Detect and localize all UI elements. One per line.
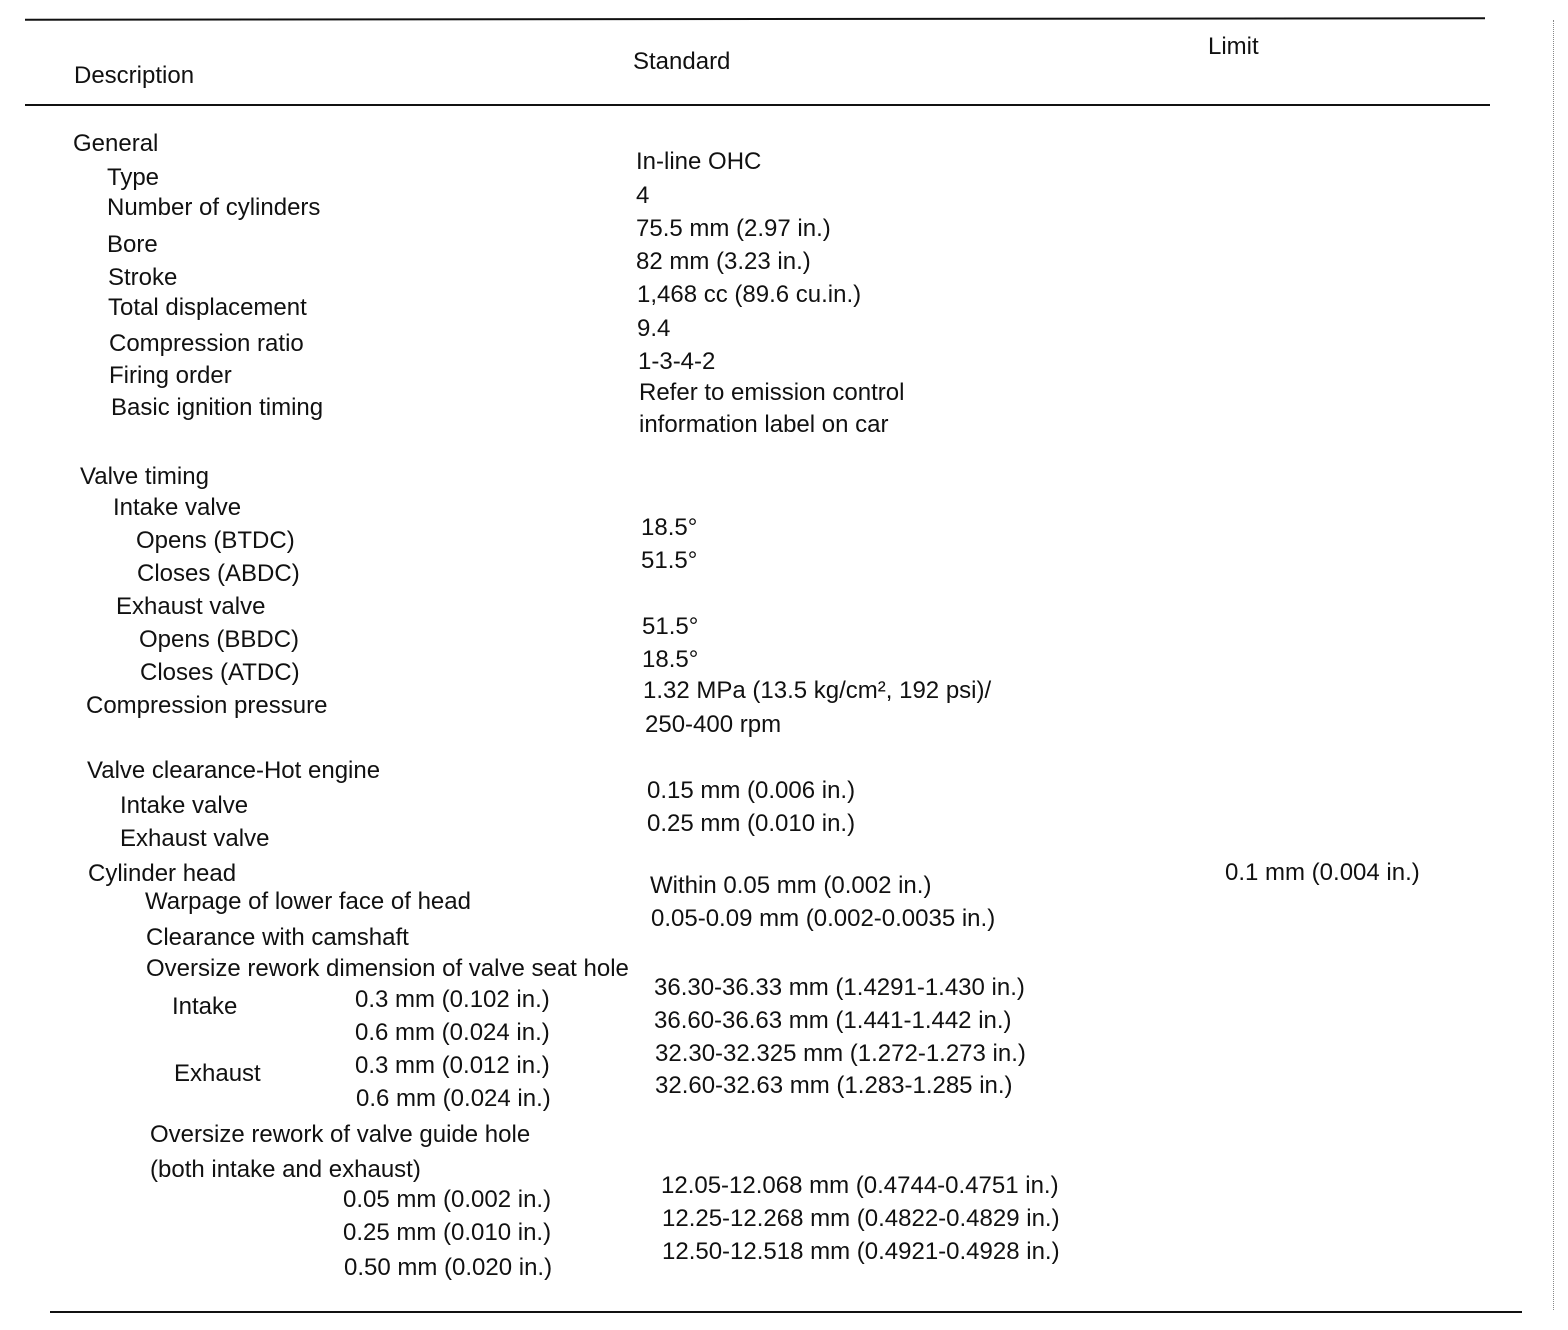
row-label: Type — [107, 164, 160, 191]
row-standard: 0.15 mm (0.006 in.) — [647, 777, 856, 804]
row-standard: 12.25-12.268 mm (0.4822-0.4829 in.) — [662, 1205, 1060, 1232]
row-standard: 51.5° — [641, 547, 698, 574]
row-standard: Refer to emission control — [639, 379, 905, 406]
row-label: Warpage of lower face of head — [145, 888, 471, 915]
row-standard: 0.05-0.09 mm (0.002-0.0035 in.) — [651, 905, 996, 932]
row-label: Compression pressure — [86, 692, 328, 719]
row-standard-continued: 250-400 rpm — [645, 711, 782, 738]
oversize-value: 0.3 mm (0.012 in.) — [355, 1052, 550, 1079]
row-label: Number of cylinders — [107, 194, 321, 221]
column-header-limit: Limit — [1208, 33, 1259, 60]
row-label: Opens (BTDC) — [136, 527, 295, 554]
row-standard: In-line OHC — [636, 148, 762, 175]
subsection-label: Oversize rework of valve guide hole — [150, 1121, 531, 1148]
subsection-label: Oversize rework dimension of valve seat hole — [146, 955, 629, 982]
header-rule — [25, 104, 1490, 106]
oversize-value: 0.6 mm (0.024 in.) — [356, 1085, 551, 1112]
row-standard: 4 — [636, 182, 650, 209]
oversize-value: 0.50 mm (0.020 in.) — [344, 1254, 553, 1281]
row-standard: 75.5 mm (2.97 in.) — [636, 215, 831, 242]
row-label: Stroke — [108, 264, 178, 291]
subsection-label: Exhaust valve — [116, 593, 266, 620]
row-label: Clearance with camshaft — [146, 924, 409, 951]
bottom-rule — [50, 1311, 1522, 1313]
row-standard: 36.60-36.63 mm (1.441-1.442 in.) — [654, 1007, 1012, 1034]
row-standard-continued: information label on car — [639, 411, 889, 438]
row-standard: 82 mm (3.23 in.) — [636, 248, 811, 275]
oversize-value: 0.3 mm (0.102 in.) — [355, 986, 550, 1013]
row-standard: 12.50-12.518 mm (0.4921-0.4928 in.) — [662, 1238, 1060, 1265]
group-label-intake: Intake — [172, 993, 238, 1020]
row-label: Basic ignition timing — [111, 394, 324, 421]
section-general: General — [73, 130, 159, 157]
row-standard: 1.32 MPa (13.5 kg/cm², 192 psi)/ — [643, 677, 992, 704]
row-label: Bore — [107, 231, 158, 258]
oversize-value: 0.05 mm (0.002 in.) — [343, 1186, 552, 1213]
row-label: Exhaust valve — [120, 825, 270, 852]
section-valve-timing: Valve timing — [80, 463, 209, 490]
page-edge-dots — [1553, 20, 1554, 1310]
row-standard: 18.5° — [641, 514, 698, 541]
subsection-label-continued: (both intake and exhaust) — [150, 1156, 421, 1183]
row-label: Closes (ABDC) — [137, 560, 300, 587]
column-header-description: Description — [74, 62, 195, 89]
row-label: Total displacement — [108, 294, 307, 321]
row-standard: 18.5° — [642, 646, 699, 673]
row-standard: 0.25 mm (0.010 in.) — [647, 810, 856, 837]
row-standard: 12.05-12.068 mm (0.4744-0.4751 in.) — [661, 1172, 1059, 1199]
section-valve-clearance: Valve clearance-Hot engine — [87, 757, 381, 784]
row-standard: 1-3-4-2 — [638, 348, 716, 375]
group-label-exhaust: Exhaust — [174, 1060, 261, 1087]
row-standard: 9.4 — [637, 315, 671, 342]
row-standard: 36.30-36.33 mm (1.4291-1.430 in.) — [654, 974, 1025, 1001]
top-rule — [25, 17, 1485, 21]
row-label: Compression ratio — [109, 330, 304, 357]
row-standard: 32.60-32.63 mm (1.283-1.285 in.) — [655, 1072, 1013, 1099]
row-limit: 0.1 mm (0.004 in.) — [1225, 859, 1420, 886]
row-standard: 51.5° — [642, 613, 699, 640]
row-label: Closes (ATDC) — [140, 659, 300, 686]
row-label: Intake valve — [120, 792, 249, 819]
row-label: Firing order — [109, 362, 232, 389]
subsection-label: Intake valve — [113, 494, 242, 521]
row-standard: 32.30-32.325 mm (1.272-1.273 in.) — [655, 1040, 1026, 1067]
row-standard: 1,468 cc (89.6 cu.in.) — [637, 281, 862, 308]
section-cylinder-head: Cylinder head — [88, 860, 237, 887]
oversize-value: 0.6 mm (0.024 in.) — [355, 1019, 550, 1046]
row-standard: Within 0.05 mm (0.002 in.) — [650, 872, 932, 899]
oversize-value: 0.25 mm (0.010 in.) — [343, 1219, 552, 1246]
row-label: Opens (BBDC) — [139, 626, 300, 653]
column-header-standard: Standard — [633, 48, 731, 75]
